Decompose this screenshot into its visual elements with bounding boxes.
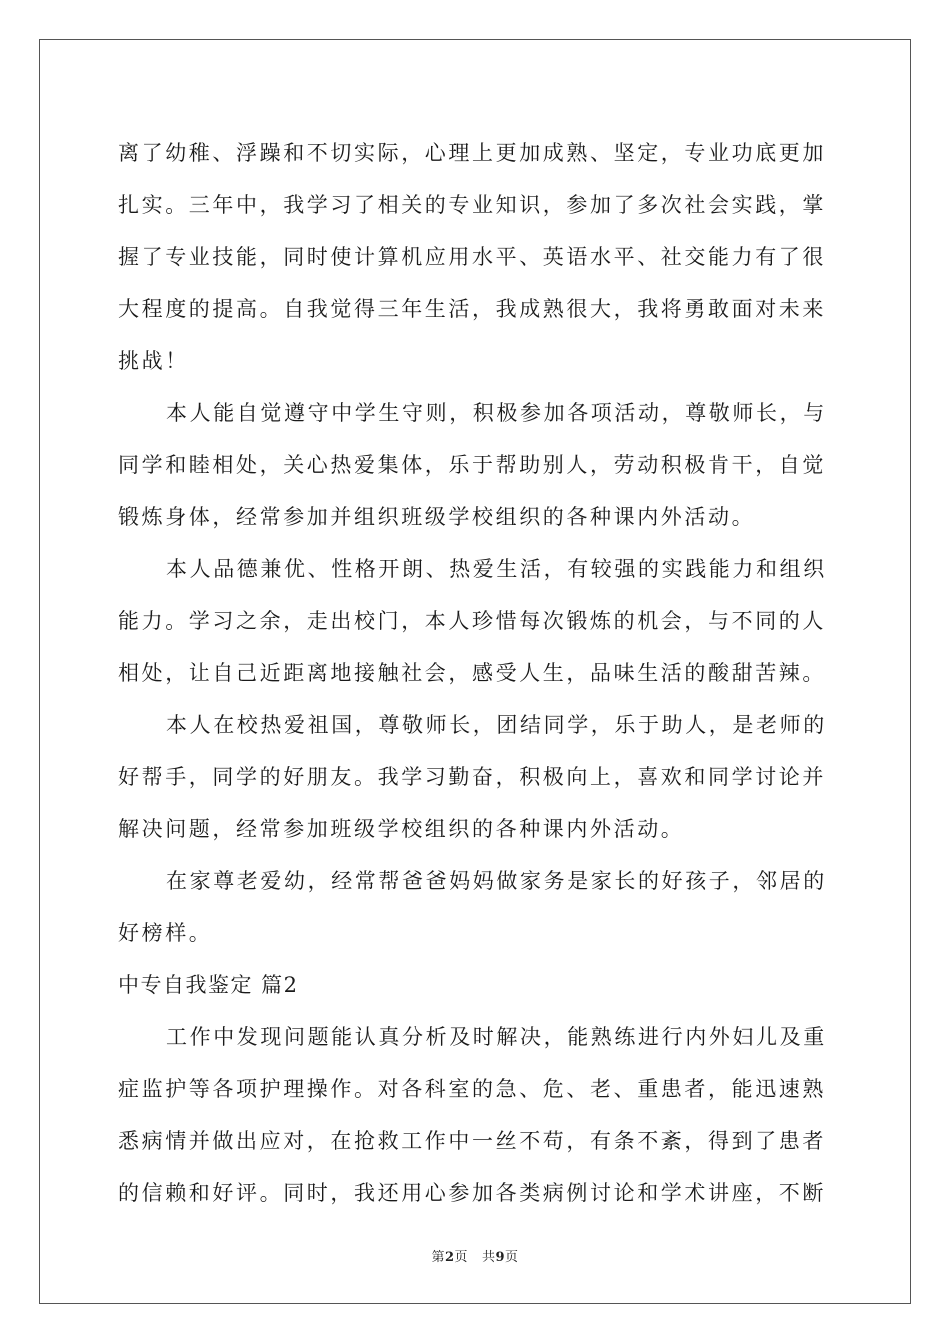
paragraph-first-line: 工作中发现问题能认真分析及时解决，能熟练进行内外妇儿及重 bbox=[166, 1025, 827, 1049]
text-line: 相处，让自己近距离地接触社会，感受人生，品味生活的酸甜苦辣。 bbox=[118, 661, 826, 685]
text-line: 能力。学习之余，走出校门，本人珍惜每次锻炼的机会，与不同的人 bbox=[118, 609, 826, 633]
text-line: 好榜样。 bbox=[118, 921, 213, 945]
paragraph-first-line: 本人能自觉遵守中学生守则，积极参加各项活动，尊敬师长，与 bbox=[166, 401, 827, 425]
page-prefix: 第 bbox=[431, 1250, 445, 1265]
text-line: 扎实。三年中，我学习了相关的专业知识，参加了多次社会实践，掌 bbox=[118, 193, 826, 217]
section-heading: 中专自我鉴定 篇2 bbox=[118, 973, 299, 997]
paragraph-first-line: 本人在校热爱祖国，尊敬师长，团结同学，乐于助人，是老师的 bbox=[166, 713, 827, 737]
document-body bbox=[118, 127, 830, 1219]
total-suffix: 页 bbox=[505, 1250, 519, 1265]
text-line: 锻炼身体，经常参加并组织班级学校组织的各种课内外活动。 bbox=[118, 505, 756, 529]
text-line: 症监护等各项护理操作。对各科室的急、危、老、重患者，能迅速熟 bbox=[118, 1077, 826, 1101]
text-line: 解决问题，经常参加班级学校组织的各种课内外活动。 bbox=[118, 817, 685, 841]
text-line: 悉病情并做出应对，在抢救工作中一丝不苟，有条不紊，得到了患者 bbox=[118, 1129, 826, 1153]
text-line: 大程度的提高。自我觉得三年生活，我成熟很大，我将勇敢面对未来 bbox=[118, 297, 826, 321]
paragraph-first-line: 本人品德兼优、性格开朗、热爱生活，有较强的实践能力和组织 bbox=[166, 557, 827, 581]
text-line: 握了专业技能，同时使计算机应用水平、英语水平、社交能力有了很 bbox=[118, 245, 826, 269]
text-line: 挑战！ bbox=[118, 349, 189, 373]
text-line: 离了幼稚、浮躁和不切实际，心理上更加成熟、坚定，专业功底更加 bbox=[118, 141, 826, 165]
page-footer bbox=[0, 1246, 950, 1265]
total-prefix: 共 bbox=[481, 1250, 496, 1265]
text-line: 好帮手，同学的好朋友。我学习勤奋，积极向上，喜欢和同学讨论并 bbox=[118, 765, 826, 789]
page-suffix: 页 bbox=[454, 1250, 469, 1265]
text-line: 的信赖和好评。同时，我还用心参加各类病例讨论和学术讲座，不断 bbox=[118, 1181, 826, 1205]
total-pages: 9 bbox=[495, 1250, 506, 1265]
text-line: 同学和睦相处，关心热爱集体，乐于帮助别人，劳动积极肯干，自觉 bbox=[118, 453, 826, 477]
paragraph-first-line: 在家尊老爱幼，经常帮爸爸妈妈做家务是家长的好孩子，邻居的 bbox=[166, 869, 827, 893]
page-number: 2 bbox=[444, 1250, 455, 1265]
